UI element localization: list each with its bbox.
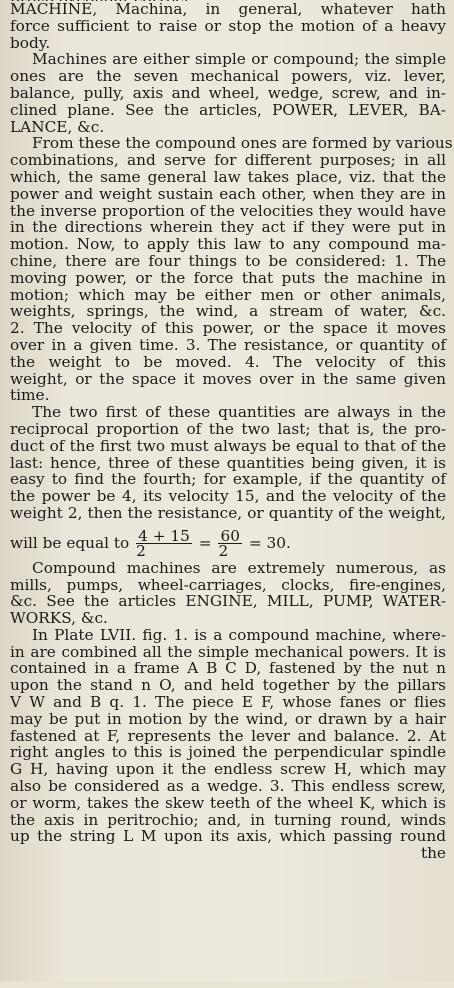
text-line: G H, having upon it the endless screw H, which may	[10, 760, 446, 779]
text-line: &c. See the articles ENGINE, MILL, PUMP, WATER-	[10, 592, 446, 611]
text-line: mills, pumps, wheel-carriages, clocks, fire-engines,	[10, 575, 446, 594]
text-line: chine, there are four things to be considered: 1. The	[10, 251, 446, 270]
text-line: V W and B q. 1. The piece E F, whose fanes or flies	[10, 693, 446, 712]
text-line: From these the compound ones are formed by various	[32, 134, 453, 153]
text-line: in the directions wherein they act if they were put in	[10, 218, 446, 237]
text-line: WORKS, &c.	[10, 609, 108, 628]
text-line: LANCE, &c.	[10, 117, 105, 136]
text-line: upon the stand n O, and held together by the pillars	[10, 676, 446, 695]
catchword: the	[420, 844, 446, 863]
fraction-2	[218, 527, 241, 561]
text-line: also be considered as a wedge. 3. This endless screw,	[10, 777, 446, 796]
text-line: may be put in motion by the wind, or drawn by a hair	[10, 709, 446, 728]
equation-line	[10, 526, 446, 560]
text-line: contained in a frame A B C D, fastened by the nut n	[10, 659, 446, 678]
text-line: Compound machines are extremely numerous, as	[32, 558, 446, 577]
text-line: easy to find the fourth; for example, if the quantity of	[10, 470, 446, 489]
text-line: motion. Now, to apply this law to any compound ma-	[10, 235, 446, 254]
text-line: the weight to be moved. 4. The velocity of this	[10, 352, 446, 371]
text-line: moving power, or the force that puts the machine in	[10, 268, 446, 287]
text-line: over in a given time. 3. The resistance, or quantity of	[10, 335, 446, 354]
text-line: in are combined all the simple mechanical powers. It is	[10, 642, 446, 661]
text-line: combinations, and serve for different purposes; in all	[10, 151, 446, 170]
text-line: balance, pully, axis and wheel, wedge, screw, and in-	[10, 83, 446, 102]
text-line: force sufficient to raise or stop the motion of a heavy	[10, 16, 446, 35]
text-line: the axis in peritrochio; and, in turning round, winds	[10, 810, 446, 829]
text-line: up the string L M upon its axis, which passing round	[10, 827, 446, 846]
text-line: weight, or the space it moves over in the same given	[10, 369, 446, 388]
text-line: motion; which may be either men or other animals,	[10, 285, 446, 304]
text-line: weights, springs, the wind, a stream of water, &c.	[10, 302, 446, 321]
text-line: which, the same general law takes place, viz. that the	[10, 167, 446, 186]
fraction-1-denominator: 2	[136, 542, 146, 561]
text-line: power and weight sustain each other, when they are in	[10, 184, 446, 203]
text-line: or worm, takes the skew teeth of the wheel K, which is	[10, 793, 446, 812]
text-line: ones are the seven mechanical powers, viz. lever,	[10, 67, 446, 86]
text-line: fastened at F, represents the lever and balance. 2. At	[10, 726, 446, 745]
fraction-2-numerator: 60	[220, 527, 240, 546]
text-line: the power be 4, its velocity 15, and the velocity of the	[10, 487, 446, 506]
text-line: reciprocal proportion of the two last; that is, the pro-	[10, 419, 446, 438]
text-line: The two first of these quantities are always in the	[32, 403, 446, 422]
text-line: Machines are either simple or compound; the simple	[32, 50, 446, 69]
equals-sign: =	[198, 533, 212, 552]
text-line: the inverse proportion of the velocities they would have	[10, 201, 446, 220]
text-line: right angles to this is joined the perpendicular spindle	[10, 743, 446, 762]
text-line: time.	[10, 386, 50, 405]
text-line: In Plate LVII. fig. 1. is a compound machine, where-	[32, 625, 446, 644]
text-line: body.	[10, 33, 51, 52]
text-line: weight 2, then the resistance, or quantity of the weight,	[10, 503, 446, 522]
text-line: last: hence, three of these quantities being given, it is	[10, 453, 446, 472]
text-line: 2. The velocity of this power, or the space it moves	[10, 319, 446, 338]
equation-prefix: will be equal to	[10, 533, 130, 552]
text-line: MACHINE, Machina, in general, whatever hath	[10, 0, 446, 18]
fraction-1-numerator: 4 + 15	[138, 527, 190, 546]
equation-result: = 30.	[248, 533, 291, 552]
text-line: clined plane. See the articles, POWER, LEVER, BA-	[10, 100, 446, 119]
text-line: duct of the first two must always be equal to that of the	[10, 436, 446, 455]
fraction-1	[136, 527, 192, 561]
fraction-2-denominator: 2	[218, 542, 229, 561]
